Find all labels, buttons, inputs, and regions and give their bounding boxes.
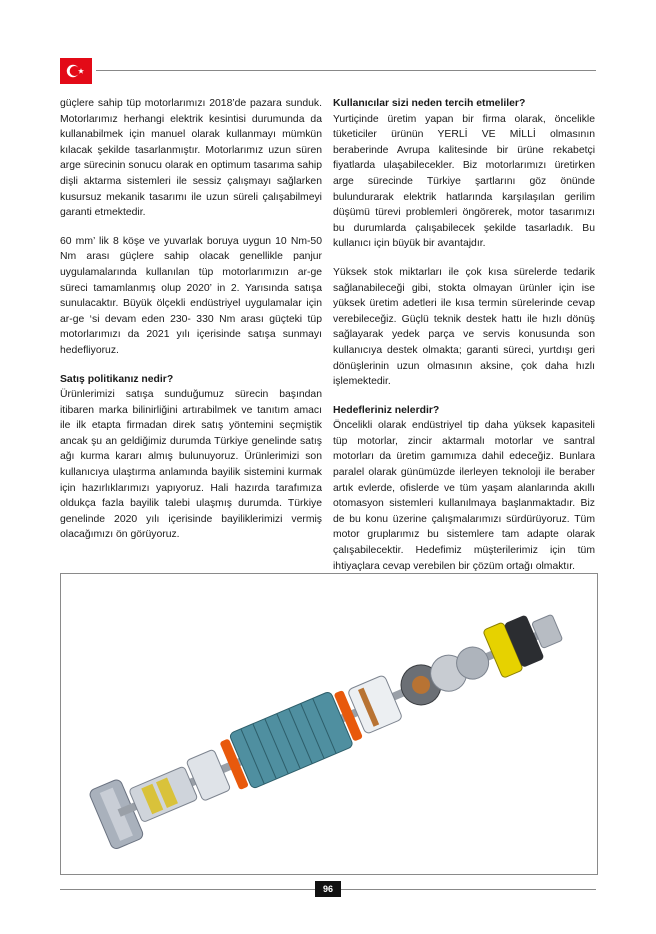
right-paragraph-3: Öncelikli olarak endüstriyel tip daha yüksek kapasiteli tüp motorlar, zincir aktarmalı motorlar ve santral motorları da üretim gamımıza dahil edeceğiz. Bunlara paralel olarak günümüzde ilerleyen teknoloji ile beraber artık evlerde, ofislerde ve tüm yaşam alanlarında akıllı otomasyon sistemleri kullanılmaya başlanmaktadır. Biz de bu konu üzerine çalışmalarımızı sürdürüyoruz. Tüm motor gruplarımız bu sistemlere tam adapte olarak çalışabilecektir. Hedefimiz müşterilerimiz için tüm ihtiyaçlara cevap verebilen bir çözüm ortağı olmaktır. — [333, 420, 595, 572]
turkish-flag-icon — [60, 58, 92, 84]
left-paragraph-3: Ürünlerimizi satışa sunduğumuz sürecin başından itibaren marka bilinirliğini artırabilmek ve tanıtım amacı ile ilk etapta firmadan direk satış yöntemini seçmiştik ancak şu an geldiğimiz durumda Türkiye genelinde satış ağı kurma kararı almış bulunuyoruz. Ürünlerimizi son kullanıcıya ulaştırma anlamında bayilik sistemini kurmak için hazırlıklarımızı yapıyoruz. Hali hazırda tarafımıza oldukça fazla bayilik talebi ulaşmış durumda. Türkiye genelinde 2020 yılı içerisinde bayiliklerimizi vermiş olacağımızı ön görüyoruz. — [60, 389, 322, 541]
motor-exploded-view-figure — [60, 573, 598, 875]
left-paragraph-2: 60 mm’ lik 8 köşe ve yuvarlak boruya uygun 10 Nm-50 Nm arası güçlere sahip olacak genellikle panjur uygulamalarında kullanılan tüp motorlarımızın ar-ge süreci tamamlanmış olup 2020’ in 2. Yarısında satışa sunulacaktır. Büyük ölçekli endüstriyel uygulamalar için ar-ge ‘si devam eden 230- 330 Nm arası güçteki tüp motorlarımızı da 2021 yılı içerisinde satışa sunmayı hedefliyoruz. — [60, 235, 322, 356]
left-paragraph-1: güçlere sahip tüp motorlarımızı 2018’de pazara sunduk. Motorlarımız herhangi elektrik kesintisi durumunda da kullanabilmek için manuel olarak kullanmayı mümkün kılacak şekilde tasarlanmıştır. Motorlarımız uzun süren arge sürecinin sonucu olarak en optimum tasarıma sahip dişli aktarma sistemleri ile sessiz çalışmayı sağlarken kusursuz mekanik tasarımı ile uzun süreli çalışabilmeyi garanti etmektedir. — [60, 98, 322, 219]
heading-sales-policy: Satış politikanız nedir? — [60, 373, 174, 385]
header-rule — [96, 70, 596, 71]
right-paragraph-1: Yurtiçinde üretim yapan bir firma olarak, öncelikle tüketiciler ürünün YERLİ VE MİLLİ olmasının beraberinde Avrupa kalitesinde bir ürüne rekabetçi fiyatlarda ulaşabilecekler. Biz motorlarımızı üretirken arge sürecinde Türkiye şartlarını göz önünde bulundurarak elektrik hatlarında karşılaşılan gerilim düşümü türevi problemleri öngörerek, motor tasarımızı bu durumlarda çalışabilecek şekilde tasarladık. Bu kullanıcı için büyük bir avantajdır. — [333, 113, 595, 250]
motor-exploded-illustration — [61, 574, 597, 874]
right-column — [333, 96, 595, 587]
left-column — [60, 96, 322, 556]
heading-goals: Hedefleriniz nelerdir? — [333, 404, 440, 416]
page-number: 96 — [315, 881, 341, 897]
right-paragraph-2: Yüksek stok miktarları ile çok kısa sürelerde tedarik sağlanabileceği gibi, stokta olmayan ürünler için ise yüksek üretim adetleri ile kısa termin sürelerinde cevap verebileceğiz. Güçlü teknik destek hattı ile hızlı dönüş sağlayarak yedek parça ve servis konusunda son kullanıcıya destek olmakta; garanti süreci, yurtdışı geri dönüşlerinin uzun olmasının aksine, çok daha hızlı işlemektedir. — [333, 266, 595, 388]
heading-why-choose-us: Kullanıcılar sizi neden tercih etmeliler? — [333, 98, 526, 109]
